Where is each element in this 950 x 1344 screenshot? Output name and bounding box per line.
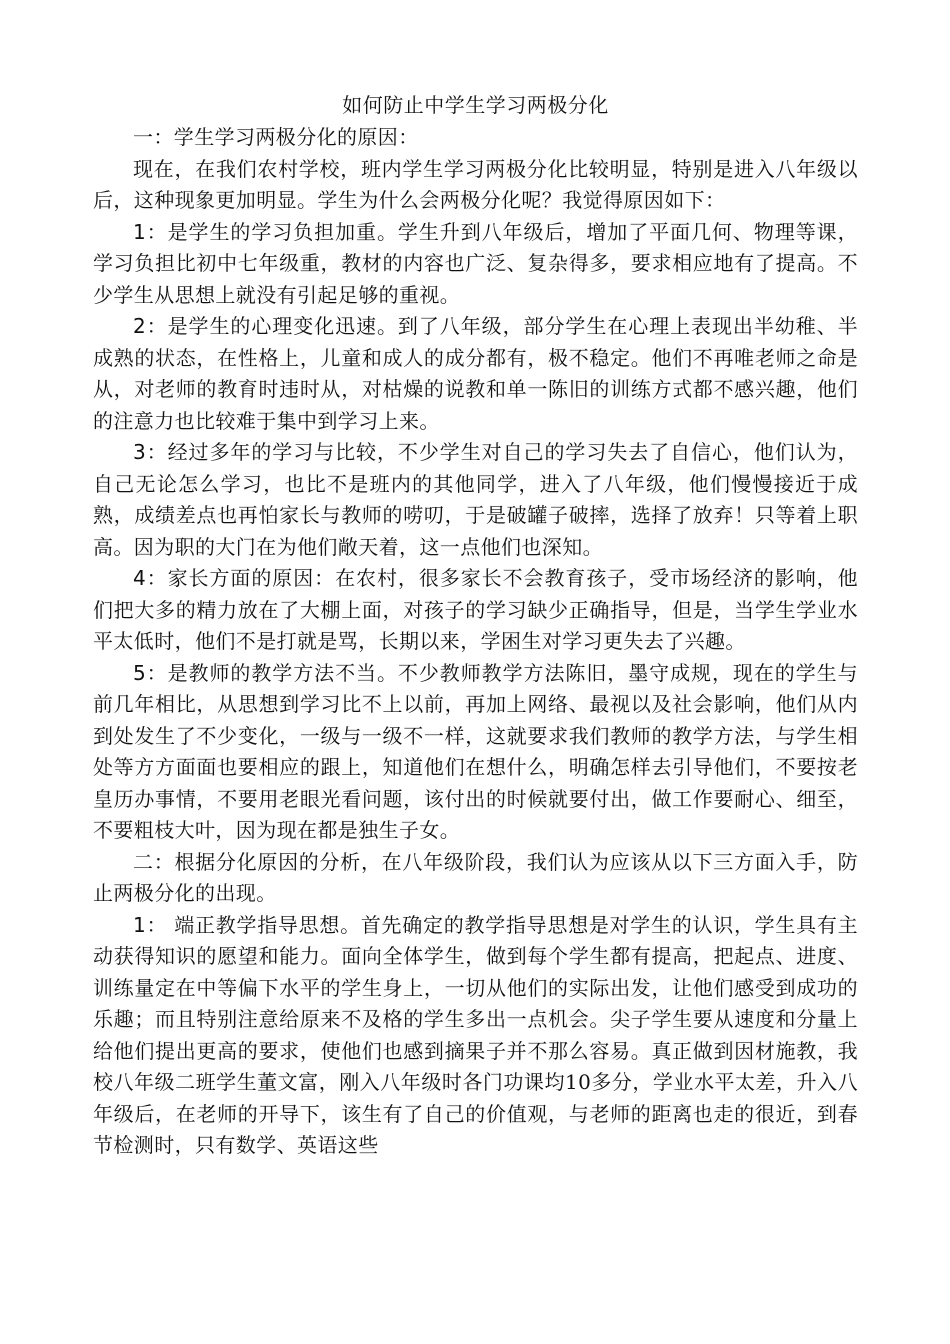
reason-paragraph-3 — [93, 437, 858, 563]
reason-text: 家长方面的原因：在农村，很多家长不会教育孩子，受市场经济的影响，他们把大多的精力放在了大棚上面，对孩子的学习缺少正确指导，但是，当学生学业水平太低时，他们不是打就是骂，长期以来，学困生对学习更失去了兴趣。 — [93, 566, 858, 653]
reason-paragraph-2 — [93, 311, 858, 437]
reason-text: 是学生的心理变化迅速。到了八年级，部分学生在心理上表现出半幼稚、半成熟的状态，在性格上，儿童和成人的成分都有，极不稳定。他们不再唯老师之命是从，对老师的教育时违时从，对枯燥的说教和单一陈旧的训练方式都不感兴趣，他们的注意力也比较难于集中到学习上来。 — [93, 314, 858, 433]
reason-paragraph-1 — [93, 217, 858, 312]
reason-number: 4： — [133, 566, 168, 590]
measure-text: 端正教学指导思想。首先确定的教学指导思想是对学生的认识，学生具有主动获得知识的愿望和能力。面向全体学生，做到每个学生都有提高，把起点、进度、训练量定在中等偏下水平的学生身上，一切从他们的实际出发，让他们感受到成功的乐趣；而且特别注意给原来不及格的学生多出一点机会。尖子学生要从速度和分量上给他们提出更高的要求，使他们也感到摘果子并不那么容易。真正做到因材施教，我校八年级二班学生董文富，刚入八年级时各门功课均10多分，学业水平太差，升入八年级后，在老师的开导下，该生有了自己的价值观，与老师的距离也走的很近，到春节检测时，只有数学、英语这些 — [93, 912, 858, 1157]
reason-text: 是学生的学习负担加重。学生升到八年级后，增加了平面几何、物理等课，学习负担比初中七年级重，教材的内容也广泛、复杂得多，要求相应地有了提高。不少学生从思想上就没有引起足够的重视。 — [93, 219, 858, 307]
section-2-heading: 二：根据分化原因的分析，在八年级阶段，我们认为应该从以下三方面入手，防止两极分化的出现。 — [93, 849, 858, 905]
document-title: 如何防止中学生学习两极分化 — [342, 93, 609, 117]
measure-number: 1： — [133, 912, 168, 937]
reason-number: 5： — [133, 660, 168, 685]
reason-number: 3： — [133, 440, 168, 464]
reason-number: 1： — [133, 219, 168, 244]
reason-paragraph-5 — [93, 658, 858, 847]
section-1-heading: 一：学生学习两极分化的原因： — [133, 125, 419, 149]
reason-text: 经过多年的学习与比较，不少学生对自己的学习失去了自信心，他们认为，自己无论怎么学习，也比不是班内的其他同学，进入了八年级，他们慢慢接近于成熟，成绩差点也再怕家长与教师的唠叨，于是破罐子破摔，选择了放弃！只等着上职高。因为职的大门在为他们敞天着，这一点他们也深知。 — [93, 440, 858, 559]
document-page — [93, 92, 858, 1162]
reason-paragraph-4 — [93, 563, 858, 658]
reason-number: 2： — [133, 314, 168, 338]
reason-text: 是教师的教学方法不当。不少教师教学方法陈旧，墨守成规，现在的学生与前几年相比，从思想到学习比不上以前，再加上网络、最视以及社会影响，他们从内到处发生了不少变化，一级与一级不一样，这就要求我们教师的教学方法，与学生相处等方方面面也要相应的跟上，知道他们在想什么，明确怎样去引导他们，不要按老皇历办事情，不要用老眼光看问题，该付出的时候就要付出，做工作要耐心、细至，不要粗枝大叶，因为现在都是独生子女。 — [93, 660, 858, 842]
intro-paragraph: 现在，在我们农村学校，班内学生学习两极分化比较明显，特别是进入八年级以后，这种现象更加明显。学生为什么会两极分化呢？我觉得原因如下： — [93, 156, 858, 212]
measure-paragraph-1 — [93, 910, 858, 1162]
